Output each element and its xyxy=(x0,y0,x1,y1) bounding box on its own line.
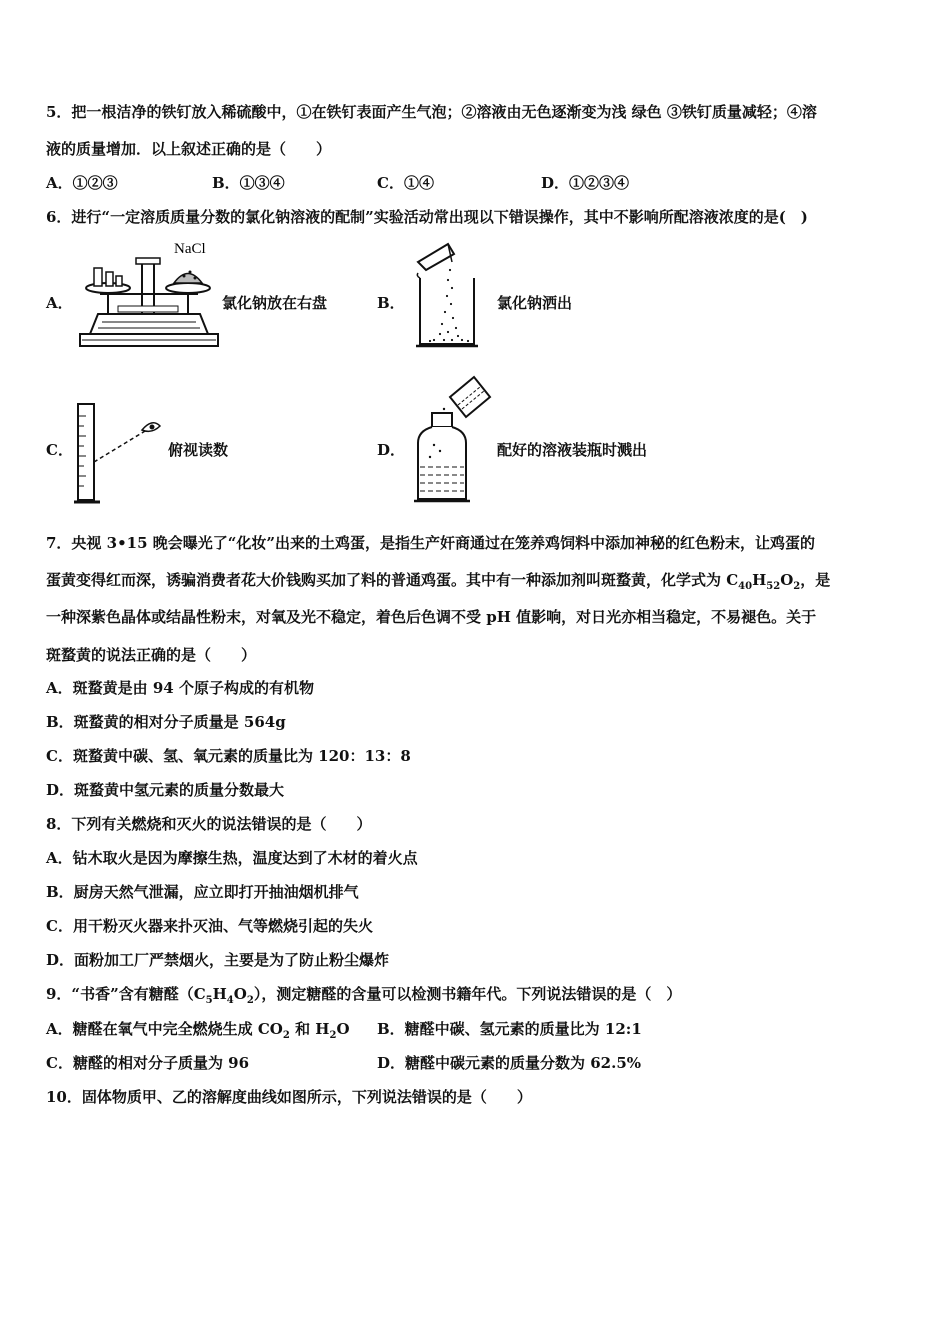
q9-option-c: C．糖醛的相对分子质量为 96 xyxy=(46,1054,250,1072)
q7-option-a: A．斑蝥黄是由 94 个原子构成的有机物 xyxy=(46,679,314,697)
q7-line1: 7．央视 3•15 晚会曝光了“化妆”出来的土鸡蛋，是指生产奸商通过在笼养鸡饲料中添加神秘的红色粉末，让鸡蛋的 xyxy=(46,534,816,552)
q8-option-c: C．用干粉灭火器来扑灭油、气等燃烧引起的失火 xyxy=(46,917,373,935)
q7-option-d: D．斑蝥黄中氢元素的质量分数最大 xyxy=(46,781,285,799)
q5-line2: 液的质量增加．以上叙述正确的是（ ） xyxy=(46,140,332,158)
q5-option-d: D．①②③④ xyxy=(541,174,630,192)
q7-option-c: C．斑蝥黄中碳、氢、氧元素的质量比为 120：13：8 xyxy=(46,747,411,765)
q5-option-c: C．①④ xyxy=(377,174,434,192)
q7-line2: 蛋黄变得红而深，诱骗消费者花大价钱购买加了料的普通鸡蛋。其中有一种添加剂叫斑蝥黄，化学式为 $C_{40}H_{52}O_2$，是 xyxy=(46,571,831,592)
q7-option-b: B．斑蝥黄的相对分子质量是 564g xyxy=(46,713,286,731)
q6-option-a-letter: A． xyxy=(46,294,73,312)
q9-option-d: D．糖醛中碳元素的质量分数为 62.5% xyxy=(377,1054,642,1072)
q9-stem: 9．“书香”含有糖醛$(C_5H_4O_2)$，测定糖醛的含量可以检测书籍年代。下列说法错误的是（ ） xyxy=(46,985,682,1006)
q5-line1: 5．把一根洁净的铁钉放入稀硫酸中，①在铁钉表面产生气泡；②溶液由无色逐渐变为浅 绿色 ③铁钉质量减轻；④溶 xyxy=(46,103,817,121)
q6-option-b-letter: B． xyxy=(377,294,405,312)
q5-option-a: A．①②③ xyxy=(46,174,118,192)
q6-option-d-letter: D． xyxy=(377,441,406,459)
q6-option-c-letter: C． xyxy=(46,441,73,459)
nacl-label: NaCl xyxy=(174,241,206,257)
graduated-cylinder-figure xyxy=(72,400,164,508)
q7-line3: 一种深紫色晶体或结晶性粉末，对氧及光不稳定，着色后色调不受 pH 值影响，对日光亦相当稳定，不易褪色。关于 xyxy=(46,608,817,626)
q6-option-b-caption: 氯化钠洒出 xyxy=(497,294,573,312)
q8-option-d: D．面粉加工厂严禁烟火，主要是为了防止粉尘爆炸 xyxy=(46,951,390,969)
q9-option-b: B．糖醛中碳、氢元素的质量比为 12:1 xyxy=(377,1020,642,1038)
q7-line4: 斑蝥黄的说法正确的是（ ） xyxy=(46,646,257,664)
q9-option-a: A．糖醛在氧气中完全燃烧生成 $CO_2$ 和 $H_2O$ xyxy=(46,1020,350,1041)
spilled-salt-beaker-figure xyxy=(412,240,492,350)
q8-stem: 8．下列有关燃烧和灭火的说法错误的是（ ） xyxy=(46,815,372,833)
q8-option-a: A．钻木取火是因为摩擦生热，温度达到了木材的着火点 xyxy=(46,849,418,867)
q8-option-b: B．厨房天然气泄漏，应立即打开抽油烟机排气 xyxy=(46,883,359,901)
balance-scale-figure xyxy=(78,236,220,350)
q6-option-a-caption: 氯化钠放在右盘 xyxy=(222,294,328,312)
q5-option-b: B．①③④ xyxy=(212,174,285,192)
q10-stem: 10．固体物质甲、乙的溶解度曲线如图所示，下列说法错误的是（ ） xyxy=(46,1088,532,1106)
q6-option-c-caption: 俯视读数 xyxy=(168,441,229,459)
q6-stem: 6．进行“一定溶质质量分数的氯化钠溶液的配制”实验活动常出现以下错误操作，其中不影响所配溶液浓度的是( ) xyxy=(46,208,808,226)
reagent-bottle-figure xyxy=(410,375,494,505)
q6-option-d-caption: 配好的溶液装瓶时溅出 xyxy=(497,441,648,459)
